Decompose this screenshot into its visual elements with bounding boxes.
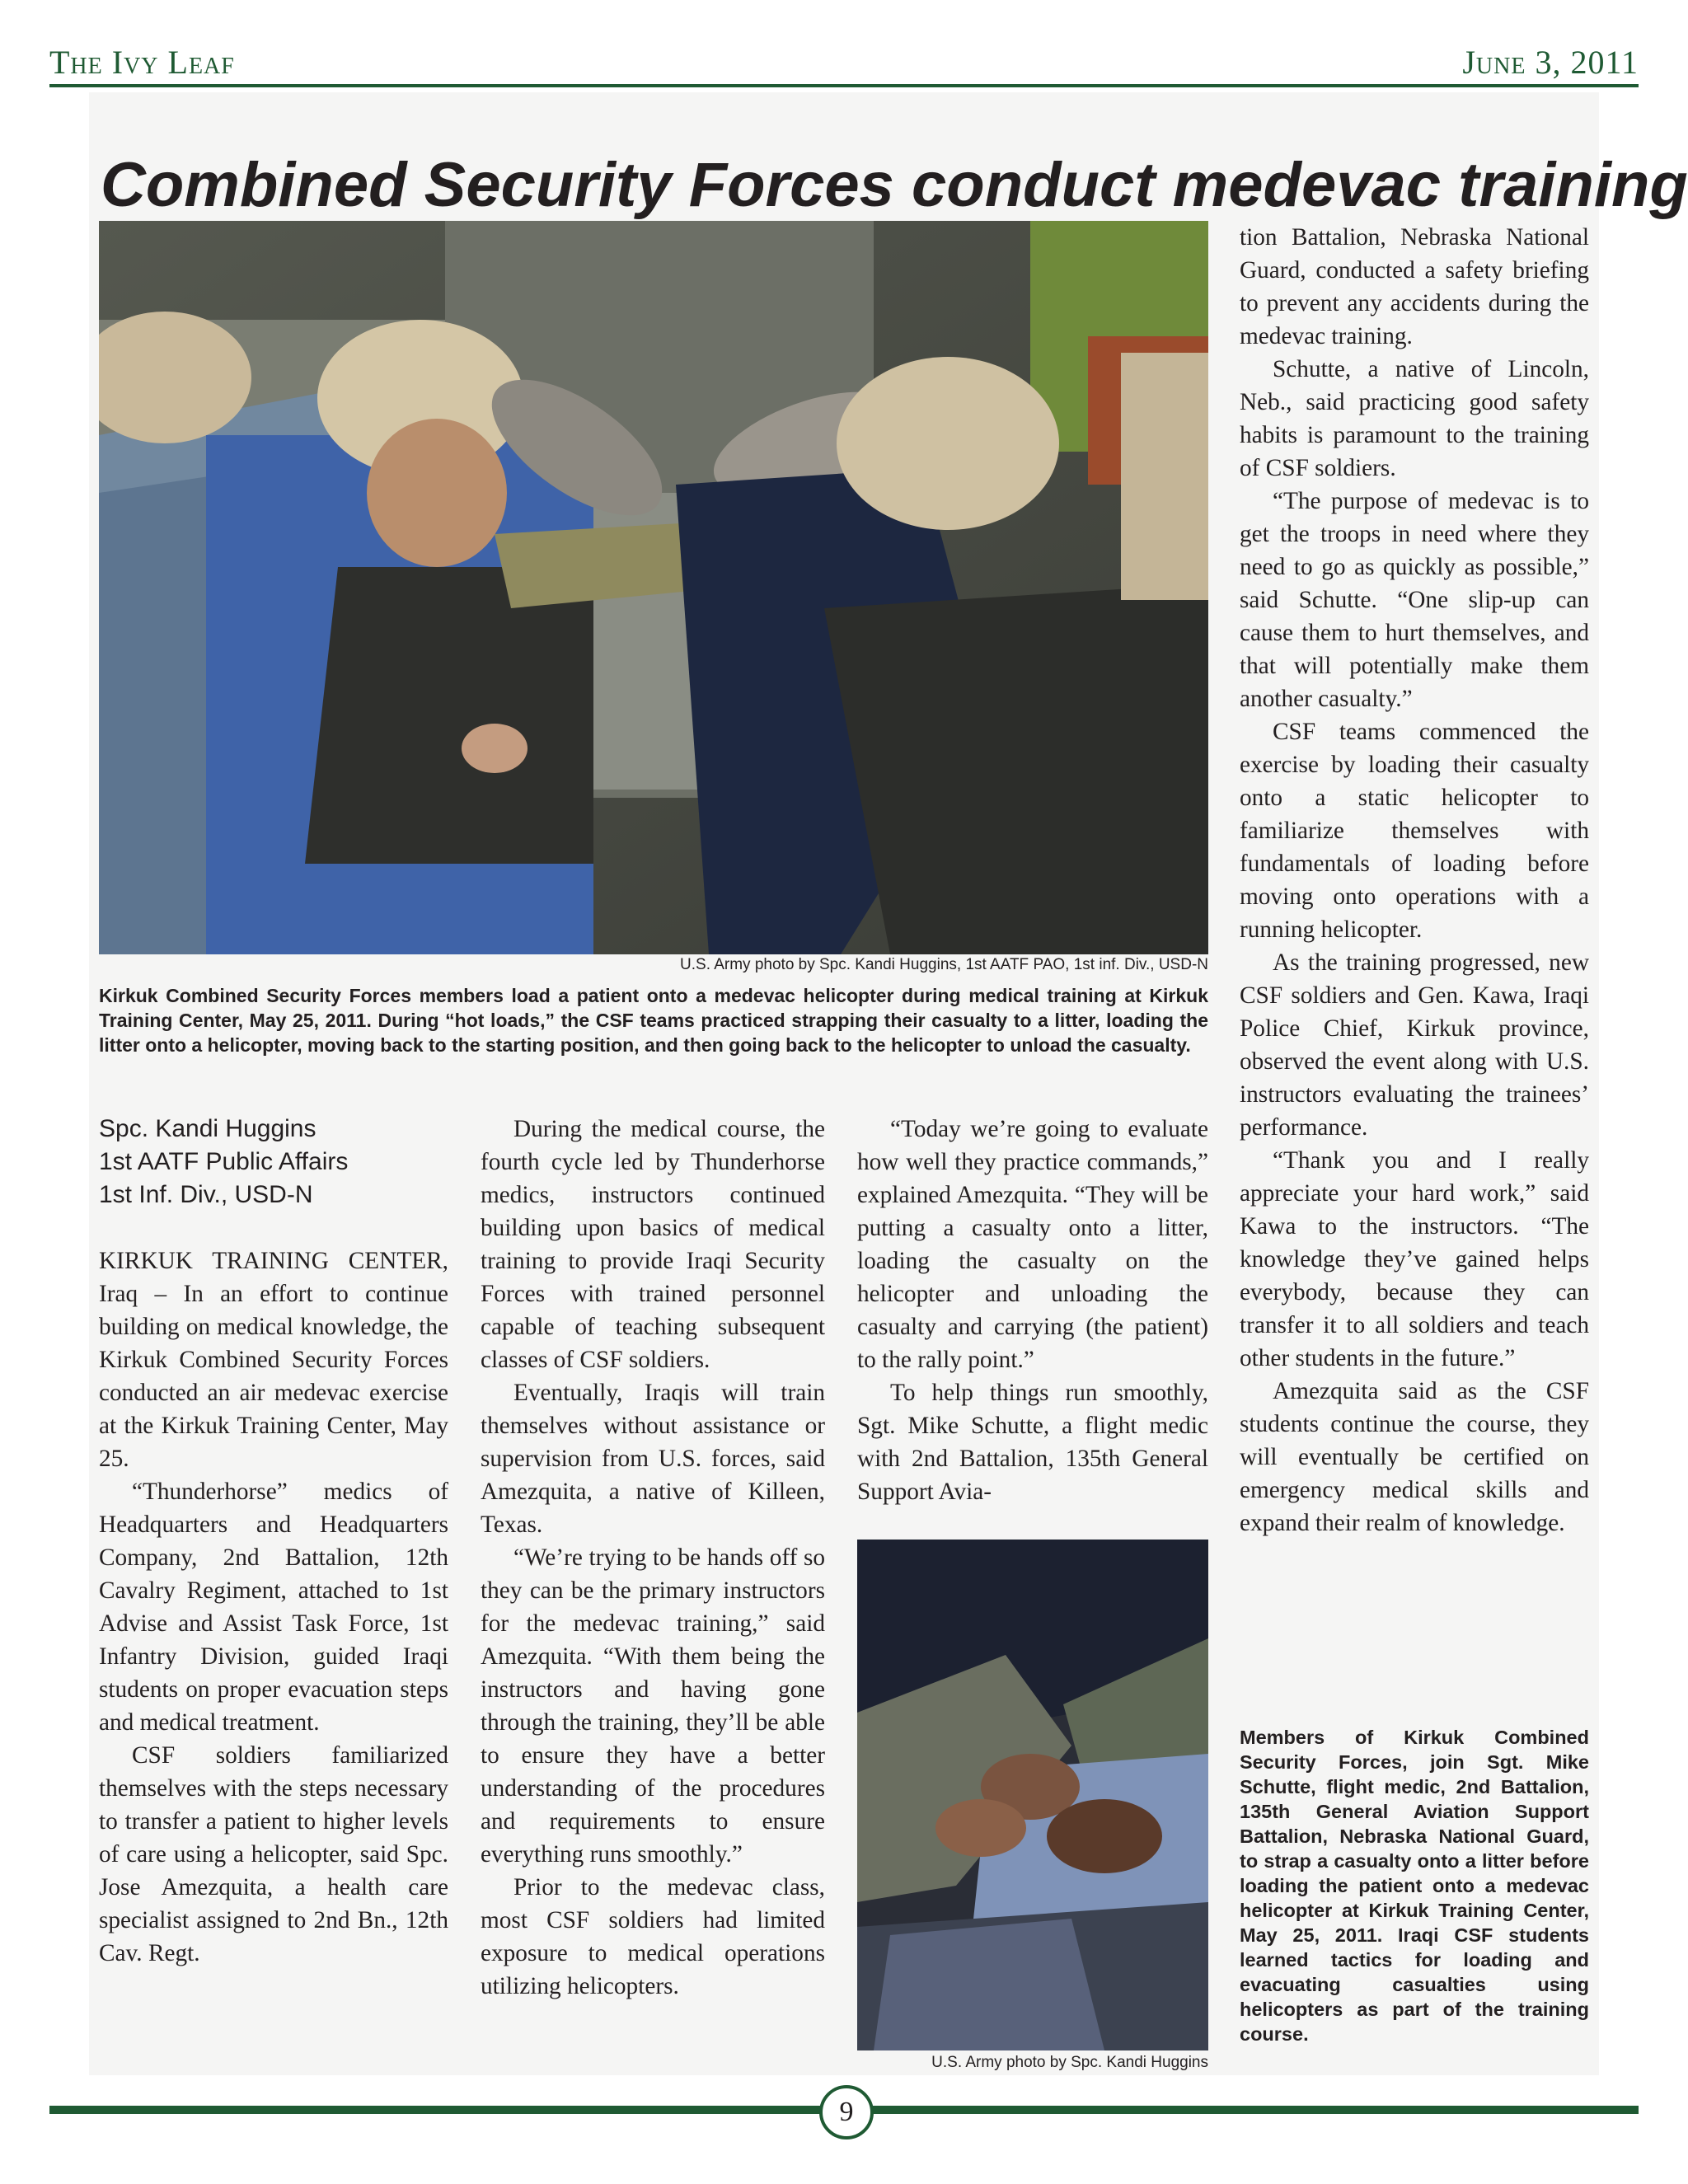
paragraph: Prior to the medevac class, most CSF soldiers had limited exposure to medical operations utilizing helicopters. <box>481 1874 825 1999</box>
article-headline: Combined Security Forces conduct medevac training <box>101 149 1688 220</box>
paragraph: Eventually, Iraqis will train themselves without assistance or supervision from U.S. forces, said Amezquita, a native of Killeen, Texas. <box>481 1380 825 1538</box>
photo-caption: Members of Kirkuk Combined Security Forces, join Sgt. Mike Schutte, flight medic, 2nd Battalion, 135th General Aviation Support Battalion, Nebraska National Guard, to strap a casualty onto a litter before loading the patient onto a medevac helicopter at Kirkuk Training Center, May 25, 2011. Iraqi CSF students learned tactics for loading and evacuating casualties using helicopters as part of the training course. <box>1240 1727 1589 2045</box>
litter-strapping-photo <box>857 1540 1208 2050</box>
issue-date: June 3, 2011 <box>1462 44 1639 81</box>
photo-credit: U.S. Army photo by Spc. Kandi Huggins <box>931 2054 1208 2071</box>
paragraph: “Thunderhorse” medics of Headquarters and Headquarters Company, 2nd Battalion, 12th Cavalry Regiment, attached to 1st Advise and Assist Task Force, 1st Infantry Division, guided Iraqi students on proper evacuation steps and medical treatment. <box>99 1479 448 1736</box>
byline-author: Spc. Kandi Huggins <box>99 1115 316 1142</box>
byline-division: 1st Inf. Div., USD-N <box>99 1181 313 1208</box>
paragraph: Amezquita said as the CSF students continue the course, they will eventually be certified on emergency medical skills and expand their realm of knowledge. <box>1240 1378 1589 1536</box>
page-number: 9 <box>819 2085 874 2139</box>
paragraph: “Today we’re going to evaluate how well they practice commands,” explained Amezquita. “They will be putting a casualty onto a litter, loading the casualty on the helicopter and unloading the casualty and carrying (the patient) to the rally point.” <box>857 1116 1208 1373</box>
paragraph: As the training progressed, new CSF soldiers and Gen. Kawa, Iraqi Police Chief, Kirkuk province, observed the event along with U.S. instructors evaluating the trainees’ performance. <box>1240 949 1589 1141</box>
paragraph: Schutte, a native of Lincoln, Neb., said practicing good safety habits is paramount to the training of CSF soldiers. <box>1240 356 1589 481</box>
paragraph: tion Battalion, Nebraska National Guard, conducted a safety briefing to prevent any accidents during the medevac training. <box>1240 224 1589 349</box>
paragraph: “We’re trying to be hands off so they can be the primary instructors for the medevac training,” said Amezquita. “With them being the instructors and having gone through the training, they’ll be able to ensure they have a better understanding of the procedures and requirements to ensure everything runs smoothly.” <box>481 1544 825 1868</box>
article-column-4 <box>1240 221 1589 1540</box>
paragraph: CSF teams commenced the exercise by loading their casualty onto a static helicopter to familiarize themselves with fundamentals of loading before moving onto operations with a running helicopter. <box>1240 719 1589 943</box>
helicopter-loading-photo <box>99 221 1208 954</box>
byline <box>99 1113 445 1212</box>
paragraph: CSF soldiers familiarized themselves with the steps necessary to transfer a patient to higher levels of care using a helicopter, said Spc. Jose Amezquita, a health care specialist assigned to 2nd Bn., 12th Cav. Regt. <box>99 1742 448 1966</box>
paragraph: “The purpose of medevac is to get the troops in need where they need to go as quickly as possible,” said Schutte. “One slip-up can cause them to hurt themselves, and that will potentially make them another casualty.” <box>1240 488 1589 712</box>
paragraph: KIRKUK TRAINING CENTER, Iraq – In an effort to continue building on medical knowledge, the Kirkuk Combined Security Forces conducted an air medevac exercise at the Kirkuk Training Center, May 25. <box>99 1248 448 1472</box>
photo-credit: U.S. Army photo by Spc. Kandi Huggins, 1st AATF PAO, 1st inf. Div., USD-N <box>680 956 1208 973</box>
article-column-2 <box>481 1113 825 2003</box>
article-column-3 <box>857 1113 1208 1508</box>
publication-name: The Ivy Leaf <box>49 44 235 81</box>
article-column-1 <box>99 1244 448 1970</box>
photo-caption: Kirkuk Combined Security Forces members load a patient onto a medevac helicopter during medical training at Kirkuk Training Center, May 25, 2011. During “hot loads,” the CSF teams practiced strapping their casualty to a litter, loading the litter onto a helicopter, moving back to the starting position, and then going back to the helicopter to unload the casualty. <box>99 985 1208 1056</box>
paragraph: During the medical course, the fourth cycle led by Thunderhorse medics, instructors continued building upon basics of medical training to provide Iraqi Security Forces with trained personnel capable of teaching subsequent classes of CSF soldiers. <box>481 1116 825 1373</box>
paragraph: To help things run smoothly, Sgt. Mike Schutte, a flight medic with 2nd Battalion, 135th General Support Avia- <box>857 1380 1208 1505</box>
byline-unit: 1st AATF Public Affairs <box>99 1148 349 1175</box>
masthead-rule <box>49 84 1639 87</box>
paragraph: “Thank you and I really appreciate your hard work,” said Kawa to the instructors. “The knowledge they’ve gained helps everybody, because they can transfer it to all soldiers and teach other students in the future.” <box>1240 1147 1589 1371</box>
